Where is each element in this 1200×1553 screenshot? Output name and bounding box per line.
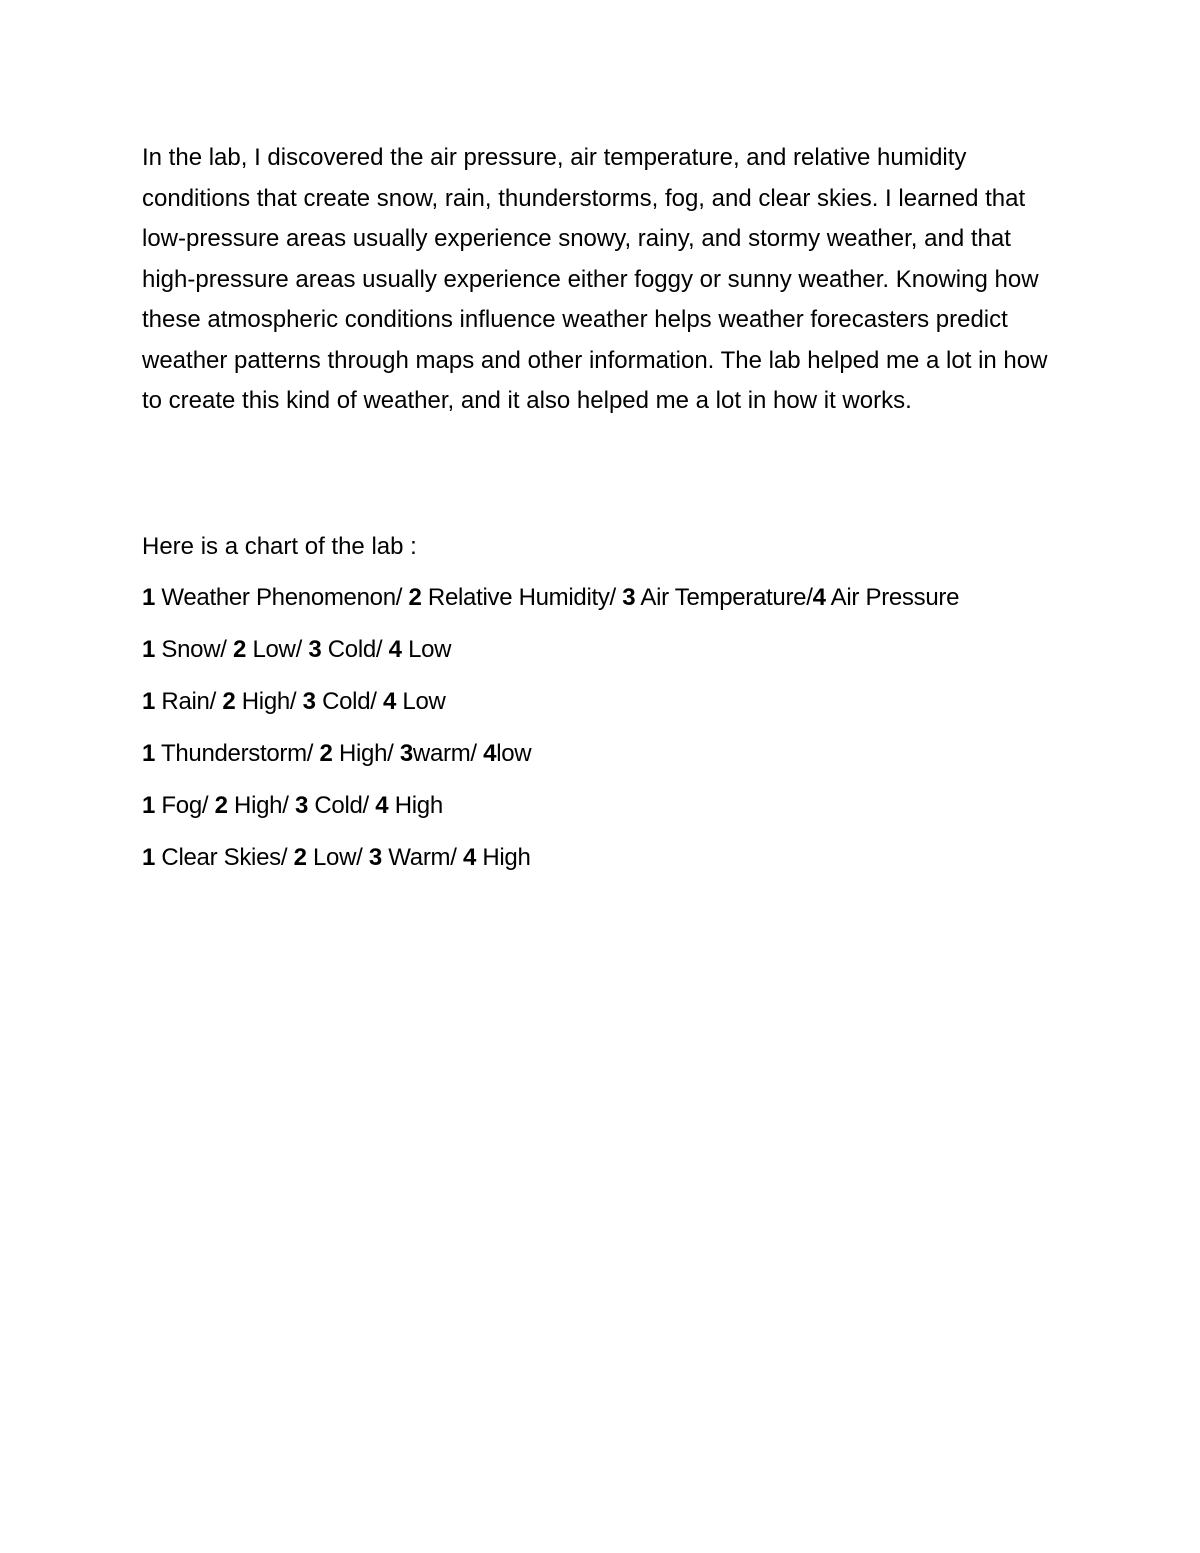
col-number-3: 3 [368, 844, 382, 871]
col-text-2: High/ [227, 792, 295, 819]
col-text-1: Clear Skies/ [155, 844, 294, 871]
chart-row-fog [142, 786, 1042, 826]
chart-row-clear-skies [142, 838, 1042, 878]
col-text-1: Rain/ [155, 688, 223, 715]
chart-row-header [142, 578, 1042, 618]
col-number-3: 3 [308, 636, 322, 663]
col-number-1: 1 [142, 636, 156, 663]
col-number-2: 2 [222, 688, 236, 715]
col-number-3: 3 [302, 688, 316, 715]
col-text-4: High [476, 844, 531, 871]
col-text-3: Cold/ [308, 792, 376, 819]
col-number-1: 1 [142, 584, 156, 611]
col-text-1: Snow/ [155, 636, 234, 663]
col-number-2: 2 [293, 844, 307, 871]
col-number-1: 1 [142, 844, 156, 871]
col-text-4: Low [396, 688, 446, 715]
col-number-1: 1 [142, 740, 156, 767]
col-text-1: Weather Phenomenon/ [155, 584, 409, 611]
col-text-1: Fog/ [155, 792, 215, 819]
col-text-2: High/ [332, 740, 400, 767]
col-number-3: 3 [399, 740, 413, 767]
col-text-2: Low/ [306, 844, 369, 871]
col-text-3: Warm/ [381, 844, 463, 871]
col-number-2: 2 [214, 792, 228, 819]
col-number-4: 4 [375, 792, 389, 819]
col-number-4: 4 [483, 740, 497, 767]
col-text-4: Low [401, 636, 452, 663]
col-text-3: Cold/ [321, 636, 389, 663]
col-number-3: 3 [622, 584, 636, 611]
chart-list [142, 578, 1042, 890]
col-number-4: 4 [382, 688, 397, 715]
col-number-2: 2 [408, 584, 422, 611]
col-text-4: High [388, 792, 443, 819]
chart-row-thunderstorm [142, 734, 1042, 774]
col-number-2: 2 [319, 740, 333, 767]
col-text-3: warm/ [412, 740, 484, 767]
body-paragraph: In the lab, I discovered the air pressure, air temperature, and relative humidity conditions that create snow, rain, thunderstorms, fog, and clear skies. I learned that low-pressure areas usually experience snowy, rainy, and stormy weather, and that high-pressure areas usually experience either foggy or sunny weather. Knowing how these atmospheric conditions influence weather helps weather forecasters predict weather patterns through maps and other information. The lab helped me a lot in how to create this kind of weather, and it also helped me a lot in how it works. [142, 144, 1048, 414]
col-number-2: 2 [233, 636, 247, 663]
col-number-3: 3 [294, 792, 309, 819]
col-number-4: 4 [388, 636, 402, 663]
col-number-1: 1 [142, 688, 156, 715]
chart-intro: Here is a chart of the lab : [142, 533, 417, 560]
col-text-4: low [496, 740, 532, 767]
col-number-4: 4 [462, 844, 476, 871]
col-text-2: Relative Humidity/ [421, 584, 623, 611]
col-text-3: Cold/ [315, 688, 383, 715]
chart-row-rain [142, 682, 1042, 722]
col-text-1: Thunderstorm/ [155, 740, 320, 767]
col-text-4: Air Pressure [825, 584, 960, 611]
col-text-3: Air Temperature/ [635, 584, 813, 611]
chart-row-snow [142, 630, 1042, 670]
col-number-1: 1 [142, 792, 156, 819]
col-text-2: Low/ [246, 636, 309, 663]
col-text-2: High/ [235, 688, 303, 715]
col-number-4: 4 [812, 584, 826, 611]
